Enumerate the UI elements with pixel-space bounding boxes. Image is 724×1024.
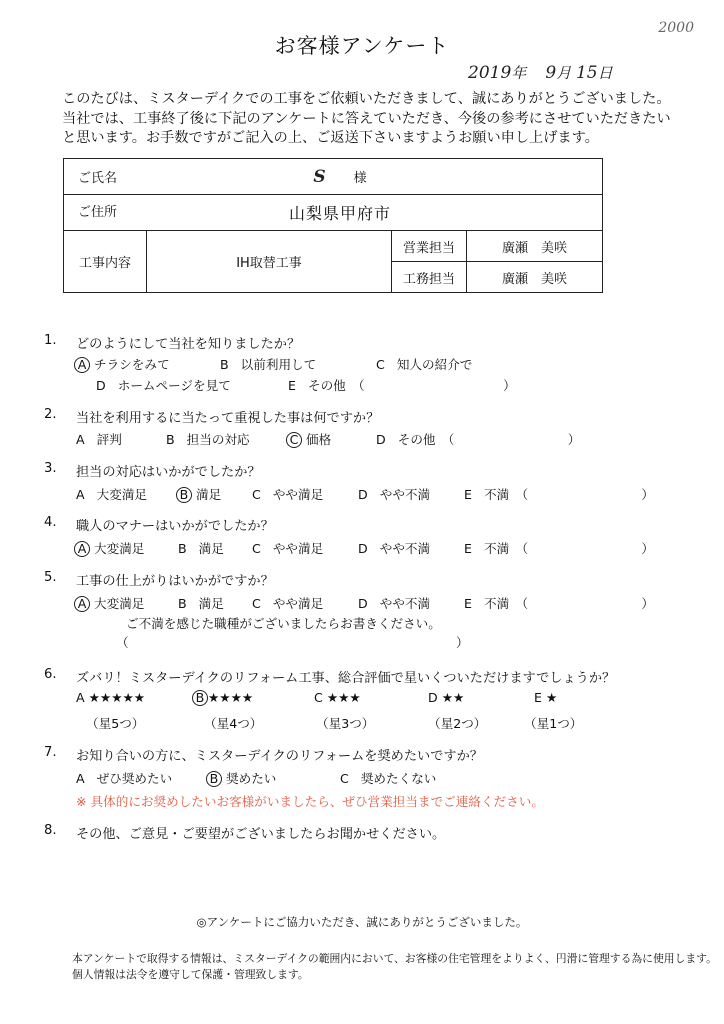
q6-label-d: （星2つ） [428, 716, 487, 731]
privacy-line: 個人情報は法令を遵守して保護・管理致します。 [72, 968, 309, 981]
q5-option-d-label: やや不満 [379, 596, 431, 611]
q3-option-e[interactable] [464, 484, 654, 503]
q6-label-a: （星5つ） [86, 716, 145, 731]
q5-option-c-label: やや満足 [272, 596, 324, 611]
q6-option-d[interactable] [428, 690, 464, 705]
q7-option-b-label: 奨めたい [226, 771, 277, 786]
star-icon: ★★★★★ [88, 690, 146, 705]
q1-option-d[interactable] [96, 375, 231, 394]
corner-handwritten-note: 2000 [658, 20, 694, 36]
intro-paragraph [62, 90, 671, 149]
q3-number: 3. [44, 461, 57, 476]
q1-option-c-letter: C [376, 357, 385, 372]
q1-option-e[interactable] [288, 375, 516, 394]
q5-option-d-letter: D [358, 596, 368, 611]
selected-circle: A [74, 596, 90, 612]
name-row [64, 159, 603, 195]
q2-option-d-label: その他 （ ） [397, 432, 581, 447]
q5-option-a-label: 大変満足 [94, 596, 145, 611]
q5-option-e-letter: E [464, 596, 472, 611]
q2-text: 当社を利用するに当たって重視した事は何ですか？ [76, 411, 380, 426]
q5-option-e-label: 不満 （ ） [483, 596, 654, 611]
q4-option-c-label: やや満足 [272, 541, 324, 556]
q1-option-e-label: その他 （ ） [307, 378, 516, 393]
q6-number: 6. [44, 667, 57, 682]
q6-option-e-letter: E [534, 690, 542, 705]
q6-option-c[interactable] [314, 690, 361, 705]
q2-number: 2. [44, 407, 57, 422]
q4-option-d-label: やや不満 [379, 541, 431, 556]
q3-option-d-label: やや不満 [379, 487, 431, 502]
q6-label-b: （星4つ） [204, 716, 263, 731]
q7-red-note: ※ 具体的にお奨めしたいお客様がいましたら、ぜひ営業担当までご連絡ください。 [76, 794, 544, 809]
q4-option-c-letter: C [252, 541, 261, 556]
q1-option-b-letter: B [220, 357, 229, 372]
q1-option-b[interactable] [220, 354, 316, 373]
q6-label-c: （星3つ） [316, 716, 375, 731]
q6-option-a[interactable] [76, 690, 145, 705]
q5-option-e[interactable] [464, 593, 654, 612]
q4-option-d-letter: D [358, 541, 368, 556]
q6-option-d-letter: D [428, 690, 438, 705]
q3-option-a[interactable] [76, 484, 147, 503]
q4-option-b-label: 満足 [198, 541, 224, 556]
selected-circle: A [74, 541, 90, 557]
thanks-footer: ◎アンケートにご協力いただき、誠にありがとうございました。 [196, 915, 528, 929]
q7-option-b[interactable] [208, 768, 276, 787]
q6-option-b[interactable] [194, 690, 253, 706]
q2-option-d[interactable] [376, 429, 580, 448]
q1-option-a-label: チラシをみて [94, 357, 170, 372]
q5-option-c[interactable] [252, 593, 323, 612]
q5-option-b-label: 満足 [198, 596, 224, 611]
q7-option-c-label: 奨めたくない [360, 771, 437, 786]
q4-text: 職人のマナーはいかがでしたか？ [76, 519, 274, 534]
star-icon: ★★ [441, 690, 465, 705]
date-month: 9 [545, 63, 557, 83]
q4-option-c[interactable] [252, 538, 323, 557]
address-label: ご住所 [78, 205, 118, 220]
sales-value[interactable]: 廣瀬 美咲 [467, 231, 603, 262]
name-suffix: 様 [353, 170, 367, 186]
q2-option-a-label: 評判 [96, 432, 122, 447]
q2-option-d-letter: D [376, 432, 386, 447]
q5-comment-field[interactable]: （ ） [116, 635, 469, 650]
q3-option-d[interactable] [358, 484, 430, 503]
intro-line: と思います。お手数ですがご記入の上、ご返送下さいますようお願い申し上げます。 [62, 130, 599, 146]
sales-label: 営業担当 [392, 231, 467, 262]
q1-option-e-letter: E [288, 378, 296, 393]
survey-date [468, 62, 613, 83]
date-day-unit: 日 [597, 64, 613, 82]
q5-option-b-letter: B [178, 596, 187, 611]
star-icon: ★★★ [326, 690, 361, 705]
name-value: S [313, 166, 326, 187]
q7-option-c[interactable] [340, 768, 436, 787]
q2-option-b-letter: B [166, 432, 175, 447]
q2-option-b[interactable] [166, 429, 250, 448]
q5-sub-prompt: ご不満を感じた職種がございましたらお書きください。 [126, 616, 441, 631]
q2-option-c[interactable] [288, 429, 331, 448]
q4-option-e[interactable] [464, 538, 654, 557]
q6-option-e[interactable] [534, 690, 557, 705]
q3-option-b-label: 満足 [196, 487, 222, 502]
q2-option-b-label: 担当の対応 [186, 432, 250, 447]
page-title: お客様アンケート [274, 34, 450, 58]
engineering-value[interactable]: 廣瀬 美咲 [467, 262, 603, 293]
q2-option-c-label: 価格 [306, 432, 332, 447]
date-year: 2019 [468, 63, 512, 83]
q3-option-c-label: やや満足 [272, 487, 324, 502]
q5-text: 工事の仕上がりはいかがですか？ [76, 574, 274, 589]
q5-number: 5. [44, 570, 57, 585]
q3-option-a-label: 大変満足 [96, 487, 148, 502]
customer-info-table [63, 158, 603, 293]
q1-option-d-label: ホームページを見て [117, 378, 231, 393]
q7-option-a-letter: A [76, 771, 85, 786]
selected-circle: B [192, 690, 208, 706]
q4-option-e-label: 不満 （ ） [483, 541, 654, 556]
privacy-line: 本アンケートで取得する情報は、ミスターデイクの範囲内において、お客様の住宅管理をよりよく、円滑に管理する為に使用します。 [72, 952, 717, 965]
q3-option-e-label: 不満 （ ） [483, 487, 654, 502]
date-year-unit: 年 [511, 64, 527, 82]
work-label: 工事内容 [64, 231, 147, 293]
q3-option-c[interactable] [252, 484, 323, 503]
q7-option-a[interactable] [76, 768, 172, 787]
intro-line: このたびは、ミスターデイクでの工事をご依頼いただきまして、誠にありがとうございました。 [62, 91, 671, 107]
engineering-label: 工務担当 [392, 262, 467, 293]
selected-circle: B [176, 487, 192, 503]
q1-option-a[interactable] [76, 354, 170, 373]
q1-option-b-label: 以前利用して [240, 357, 317, 372]
selected-circle: B [206, 771, 222, 787]
work-value[interactable]: IH取替工事 [147, 231, 392, 293]
q4-option-a-label: 大変満足 [94, 541, 145, 556]
privacy-notice [72, 951, 717, 983]
q3-option-c-letter: C [252, 487, 261, 502]
q6-option-a-letter: A [76, 690, 85, 705]
q6-label-e: （星1つ） [524, 716, 583, 731]
q4-option-b[interactable] [178, 538, 224, 557]
star-icon: ★ [545, 690, 558, 705]
q1-option-c-label: 知人の紹介で [396, 357, 473, 372]
name-field[interactable] [78, 167, 602, 187]
selected-circle: A [74, 357, 90, 373]
selected-circle: C [286, 432, 302, 448]
date-day: 15 [575, 63, 598, 83]
q6-option-c-letter: C [314, 690, 323, 705]
q1-number: 1. [44, 333, 57, 348]
q2-option-a[interactable] [76, 429, 122, 448]
q3-option-d-letter: D [358, 487, 368, 502]
q4-option-d[interactable] [358, 538, 430, 557]
q3-option-a-letter: A [76, 487, 85, 502]
q4-option-a[interactable] [76, 538, 144, 557]
q3-option-e-letter: E [464, 487, 472, 502]
q5-option-d[interactable] [358, 593, 430, 612]
q8-number: 8. [44, 823, 57, 838]
q1-option-d-letter: D [96, 378, 106, 393]
q1-text: どのようにして当社を知りましたか？ [76, 337, 301, 352]
date-month-unit: 月 [556, 64, 572, 82]
q7-option-a-label: ぜひ奨めたい [96, 771, 173, 786]
name-label: ご氏名 [78, 170, 118, 186]
q7-number: 7. [44, 745, 57, 760]
address-value[interactable]: 山梨県甲府市 [288, 204, 391, 223]
q6-text: ズバリ！ミスターデイクのリフォーム工事、総合評価で星いくついただけますでしょうか？ [76, 671, 616, 686]
q5-option-c-letter: C [252, 596, 261, 611]
q1-option-c[interactable] [376, 354, 472, 373]
q4-option-e-letter: E [464, 541, 472, 556]
q3-text: 担当の対応はいかがでしたか？ [76, 465, 261, 480]
q3-option-b[interactable] [178, 484, 221, 503]
q2-option-a-letter: A [76, 432, 85, 447]
star-icon: ★★★★ [208, 690, 254, 705]
q4-option-b-letter: B [178, 541, 187, 556]
intro-line: 当社では、工事終了後に下記のアンケートに答えていただき、今後の参考にさせていただきたい [62, 110, 671, 127]
address-row [64, 195, 603, 231]
q5-option-b[interactable] [178, 593, 224, 612]
q5-option-a[interactable] [76, 593, 144, 612]
q4-number: 4. [44, 515, 57, 530]
q7-text: お知り合いの方に、ミスターデイクのリフォームを奨めたいですか？ [76, 749, 483, 764]
q7-option-c-letter: C [340, 771, 349, 786]
q8-text: その他、ご意見・ご要望がございましたらお聞かせください。 [76, 827, 446, 842]
